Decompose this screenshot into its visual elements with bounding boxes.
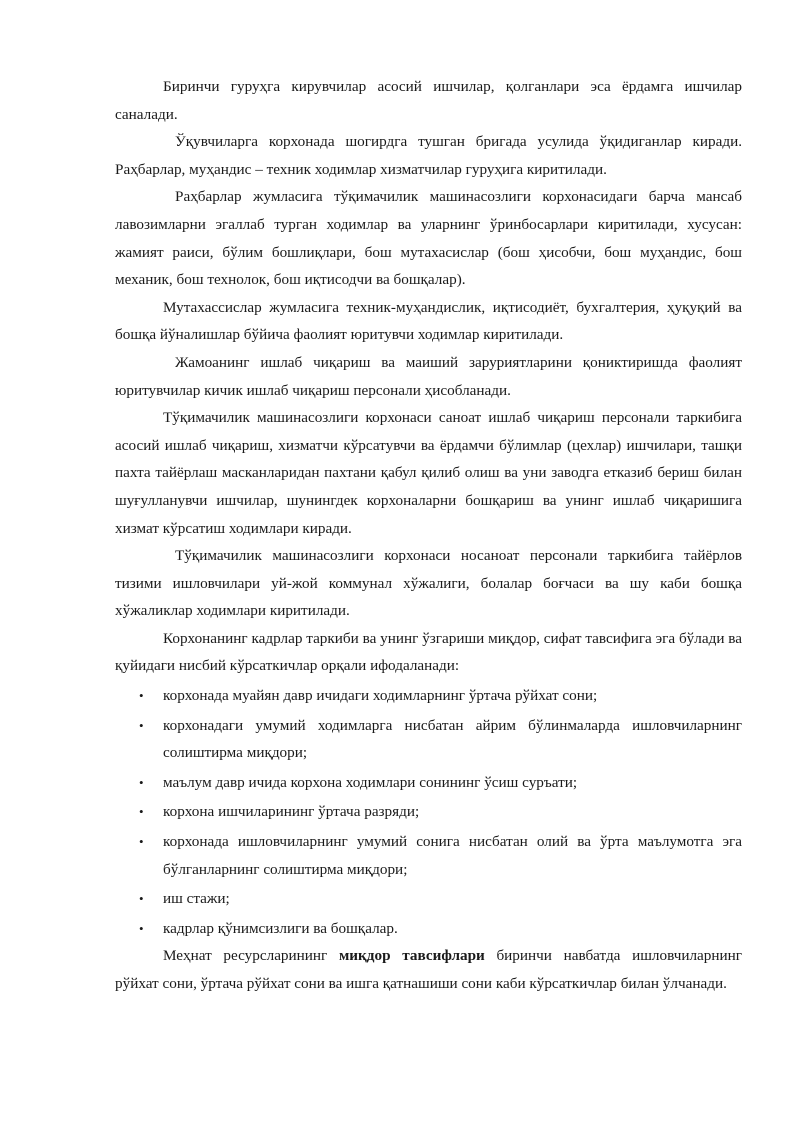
list-item: • маълум давр ичида корхона ходимлари сонининг ўсиш суръати; [115, 769, 742, 797]
list-item: • кадрлар қўнимсизлиги ва бошқалар. [115, 915, 742, 943]
paragraph-specialists: Мутахассислар жумласига техник-муҳандислик, иқтисодиёт, бухгалтерия, ҳуқуқий ва бошқа йўналишлар бўйича фаолият юритувчи ходимлар киритилади. [115, 298, 742, 344]
paragraph-junior-staff: Жамоанинг ишлаб чиқариш ва маиший заруриятларини қониктиришда фаолият юритувчилар кичик ишлаб чиқариш персонали ҳисобланади. [115, 353, 742, 399]
paragraph-staff-composition: Корхонанинг кадрлар таркиби ва унинг ўзгариши миқдор, сифат тавсифига эга бўлади ва қуйидаги нисбий кўрсаткичлар орқали ифодаланади: [115, 629, 742, 675]
paragraph-quantity-characteristics: Меҳнат ресурсларининг миқдор тавсифлари биринчи навбатда ишловчиларнинг рўйхат сони, ўртача рўйхат сони ва ишга қатнашиши сони каби кўрсаткичлар билан ўлчанади. [115, 947, 742, 992]
bullet-icon: • [139, 920, 144, 936]
paragraph-first-group: Биринчи гуруҳга кирувчилар асосий ишчилар, қолганлари эса ёрдамга ишчилар саналади. [115, 78, 742, 123]
paragraph-non-industrial-personnel: Тўқимачилик машинасозлиги корхонаси носаноат персонали таркибига тайёрлов тизими ишловчилари уй-жой коммунал хўжалиги, болалар боғчаси ва шу каби бошқа хўжаликлар ходимлари киритилади. [115, 547, 742, 620]
bullet-icon: • [139, 717, 144, 733]
paragraph-managers: Раҳбарлар жумласига тўқимачилик машинасозлиги корхонасидаги барча мансаб лавозимларни эгаллаб турган ходимлар ва уларнинг ўринбосарлари киритилади, хусусан: жамият раиси, бўлим бошлиқлари, бош мутахасислар (бош ҳисобчи, бош муҳандис, бош механик, бош технолок, бош иқтисодчи ва бошқалар). [115, 188, 742, 289]
list-item: • иш стажи; [115, 885, 742, 913]
indicator-list [115, 682, 742, 942]
list-item: • корхона ишчиларининг ўртача разряди; [115, 798, 742, 826]
paragraph-industrial-personnel: Тўқимачилик машинасозлиги корхонаси саноат ишлаб чиқариш персонали таркибига асосий ишлаб чиқариш, хизматчи кўрсатувчи ва ёрдамчи бўлимлар (цехлар) ишчилари, ташқи пахта тайёрлаш масканларидан пахтани қабул қилиб олиш ва уни заводга етказиб бериш билан шуғулланувчи ишчилар, шунингдек корхоналарни бошқариш ва унинг ишлаб чиқаришига хизмат кўрсатиш ходимлари киради. [115, 409, 742, 537]
bullet-icon: • [139, 891, 144, 907]
paragraph-students: Ўқувчиларга корхонада шогирдга тушган бригада усулида ўқидиганлар киради. Раҳбарлар, муҳандис – техник ходимлар хизматчилар гуруҳига киритилади. [115, 133, 742, 178]
list-item: • корхонада муайян давр ичидаги ходимларнинг ўртача рўйхат сони; [115, 682, 742, 710]
bullet-icon: • [139, 834, 144, 850]
list-item: • корхонада ишловчиларнинг умумий сонига нисбатан олий ва ўрта маълумотга эга бўлганларнинг солиштирма миқдори; [115, 828, 742, 883]
bullet-icon: • [139, 804, 144, 820]
bold-term: миқдор тавсифлари [338, 947, 485, 965]
list-item: • корхонадаги умумий ходимларга нисбатан айрим бўлинмаларда ишловчиларнинг солиштирма миқдори; [115, 712, 742, 767]
bullet-icon: • [139, 688, 144, 704]
bullet-icon: • [139, 774, 144, 790]
